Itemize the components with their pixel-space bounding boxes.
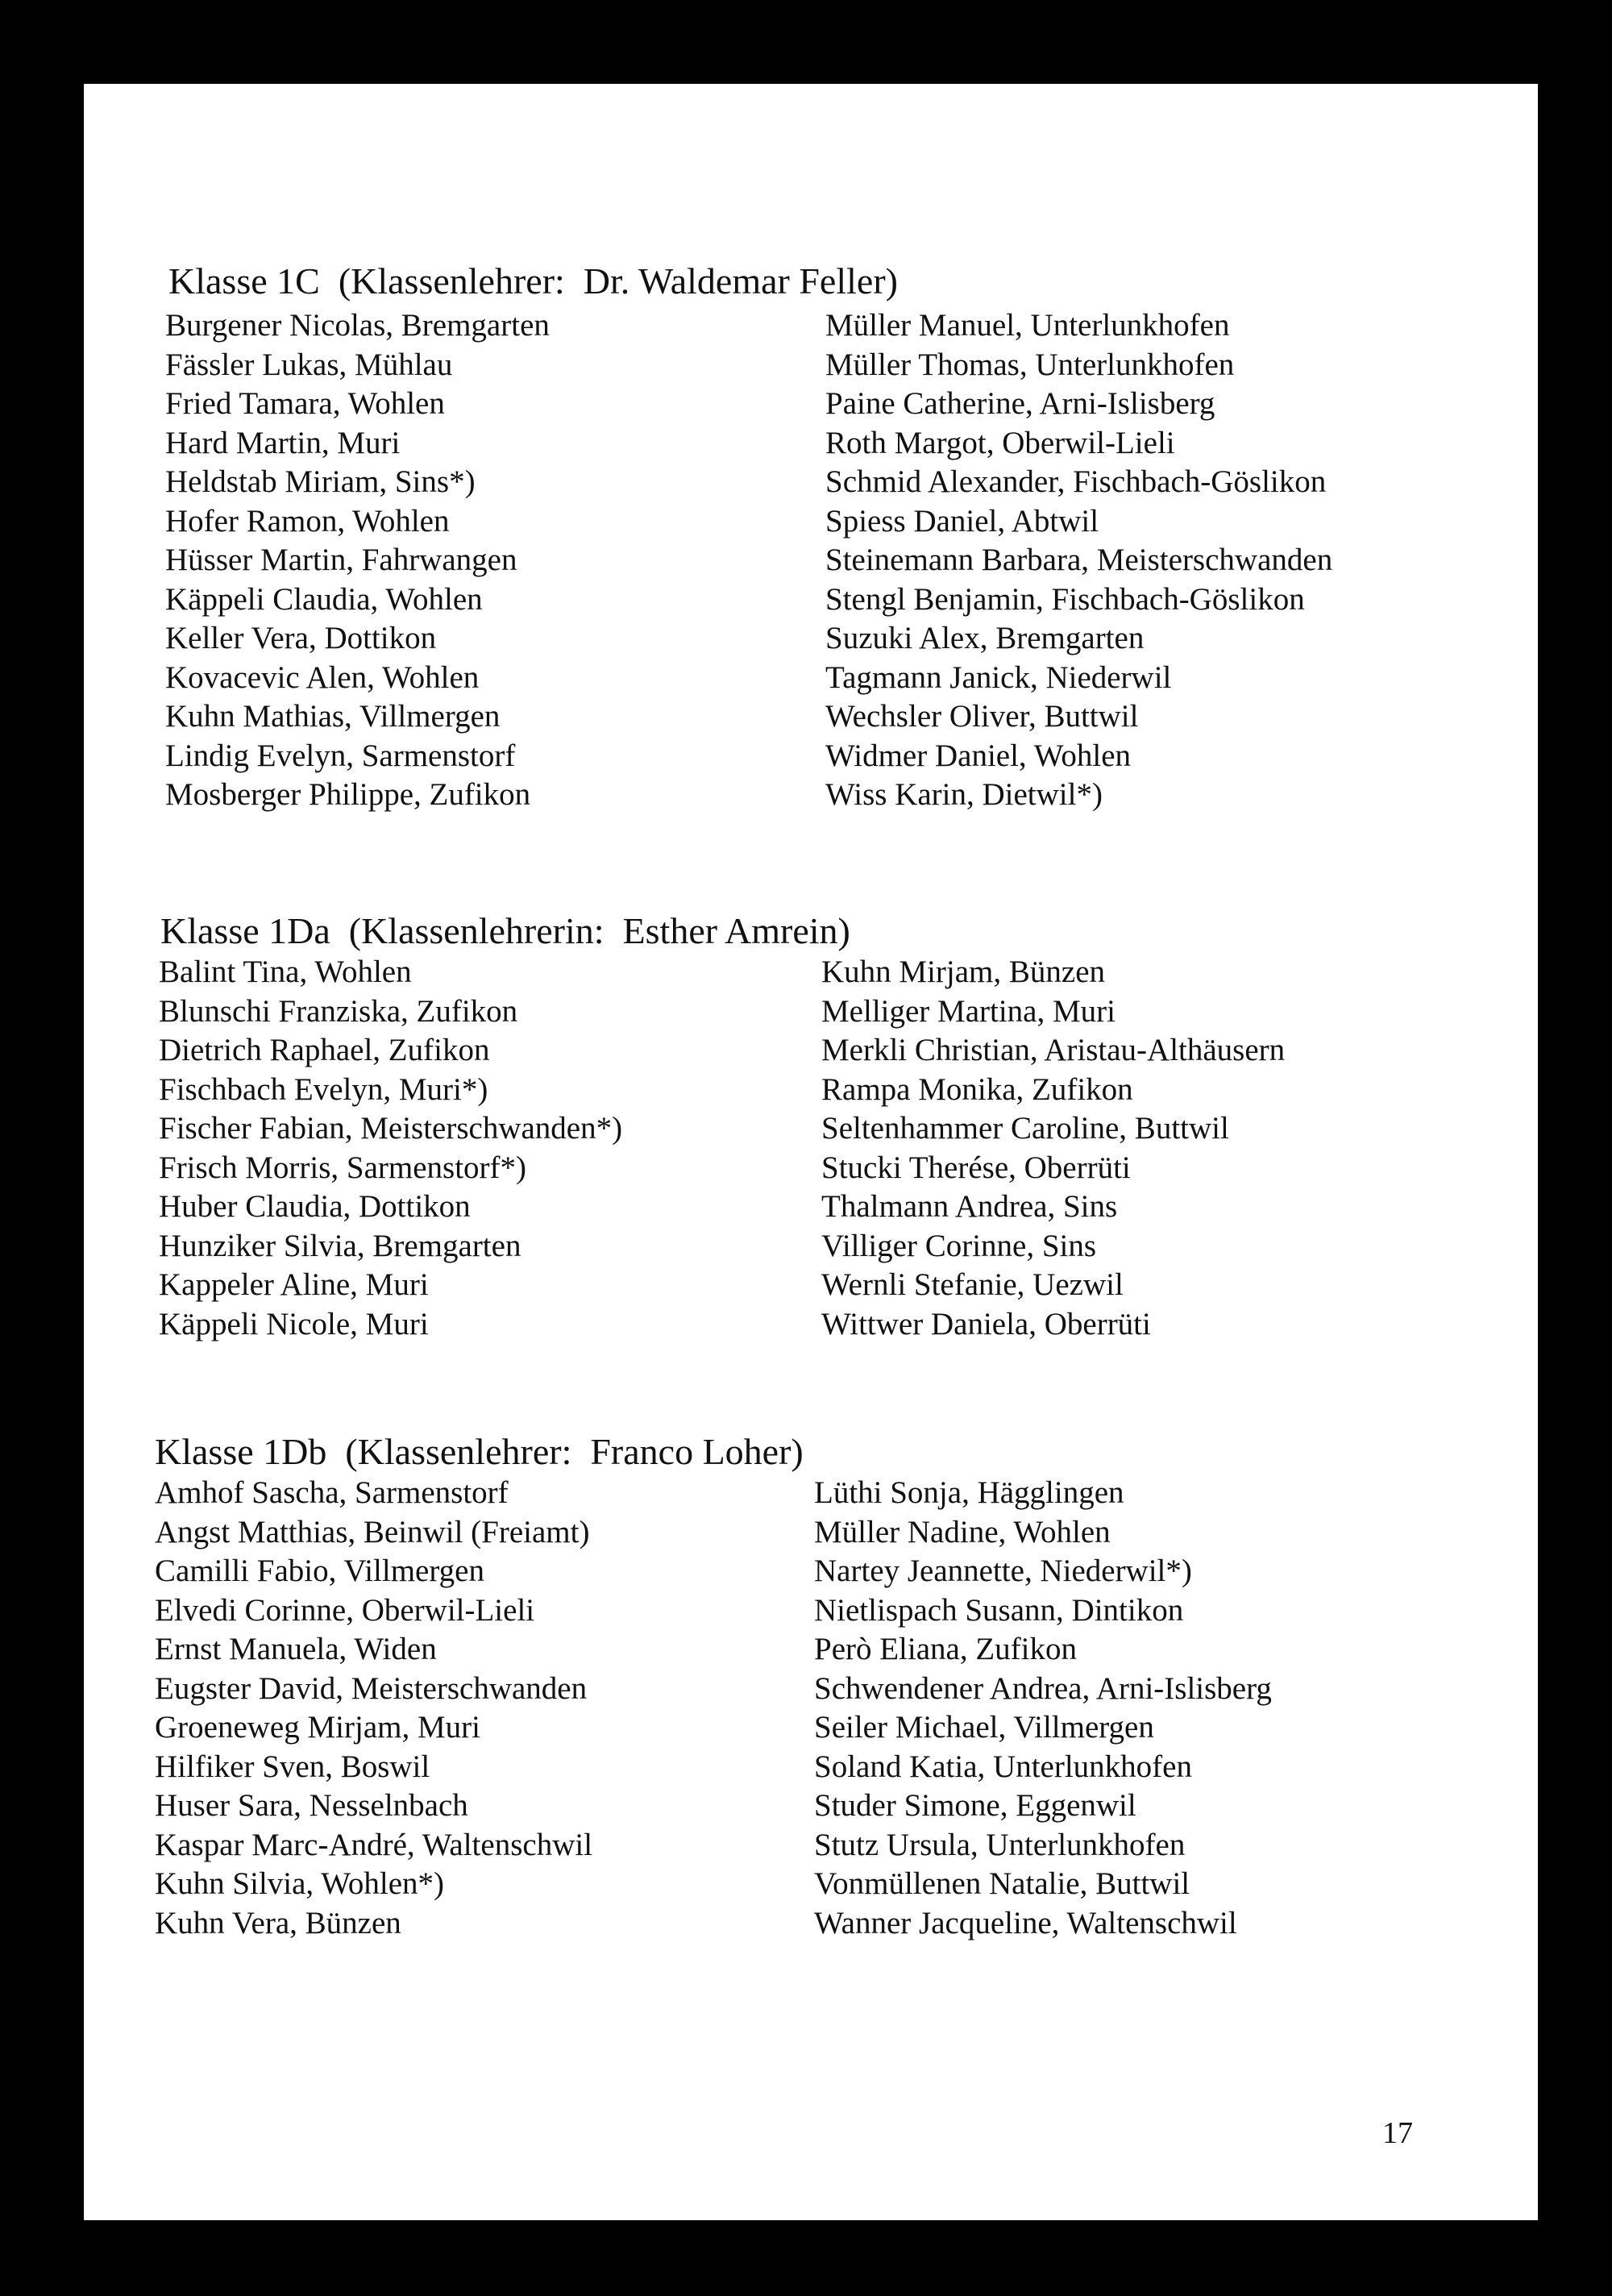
list-item: Vonmüllenen Natalie, Buttwil [814,1866,1190,1901]
list-item: Studer Simone, Eggenwil [814,1788,1136,1823]
list-item: Lüthi Sonja, Hägglingen [814,1475,1124,1510]
list-item: Kuhn Silvia, Wohlen*) [155,1866,445,1901]
list-item: Heldstab Miriam, Sins*) [165,464,476,499]
student-list-right [825,306,1332,815]
list-item: Blunschi Franziska, Zufikon [159,993,518,1029]
list-item: Kuhn Mathias, Villmergen [165,699,501,734]
list-item: Wanner Jacqueline, Waltenschwil [814,1905,1237,1940]
list-item: Müller Nadine, Wohlen [814,1514,1111,1549]
list-item: Burgener Nicolas, Bremgarten [165,308,550,343]
list-item: Hilfiker Sven, Boswil [155,1749,430,1784]
list-item: Hofer Ramon, Wohlen [165,503,450,539]
student-list-left [165,306,550,815]
list-item: Kuhn Vera, Bünzen [155,1905,401,1940]
list-item: Melliger Martina, Muri [821,993,1116,1029]
student-list-right [821,953,1285,1344]
list-item: Kuhn Mirjam, Bünzen [821,955,1106,989]
list-item: Hard Martin, Muri [165,425,401,460]
list-item: Elvedi Corinne, Oberwil-Lieli [155,1592,535,1628]
class-heading: Klasse 1Da (Klassenlehrerin: Esther Amrein) [160,910,850,951]
list-item: Stutz Ursula, Unterlunkhofen [814,1827,1186,1862]
list-item: Müller Manuel, Unterlunkhofen [825,308,1230,343]
list-item: Fässler Lukas, Mühlau [165,347,453,382]
list-item: Seltenhammer Caroline, Buttwil [821,1111,1229,1146]
list-item: Seiler Michael, Villmergen [814,1710,1154,1745]
list-item: Dietrich Raphael, Zufikon [159,1033,490,1067]
student-list-right [814,1474,1272,1943]
list-item: Huser Sara, Nesselnbach [155,1788,468,1823]
list-item: Käppeli Claudia, Wohlen [165,581,483,617]
list-item: Stucki Therése, Oberrüti [821,1150,1131,1185]
list-item: Merkli Christian, Aristau-Althäusern [821,1033,1286,1067]
list-item: Groeneweg Mirjam, Muri [155,1710,480,1745]
list-item: Keller Vera, Dottikon [165,621,437,655]
page-number: 17 [1382,2116,1413,2150]
document-page [84,84,1538,2220]
list-item: Fischbach Evelyn, Muri*) [159,1071,488,1107]
list-item: Camilli Fabio, Villmergen [155,1554,484,1588]
list-item: Nartey Jeannette, Niederwil*) [814,1554,1192,1588]
class-heading: Klasse 1Db (Klassenlehrer: Franco Loher) [155,1431,804,1472]
list-item: Wechsler Oliver, Buttwil [825,699,1139,734]
class-heading: Klasse 1C (Klassenlehrer: Dr. Waldemar Feller) [168,260,898,302]
list-item: Fischer Fabian, Meisterschwanden*) [159,1111,623,1146]
list-item: Steinemann Barbara, Meisterschwanden [825,543,1333,577]
list-item: Wernli Stefanie, Uezwil [821,1267,1124,1302]
list-item: Kovacevic Alen, Wohlen [165,659,480,695]
list-item: Fried Tamara, Wohlen [165,386,445,421]
list-item: Nietlispach Susann, Dintikon [814,1592,1184,1628]
student-list-left [155,1474,592,1943]
list-item: Paine Catherine, Arni-Islisberg [825,386,1215,421]
list-item: Frisch Morris, Sarmenstorf*) [159,1150,527,1185]
list-item: Käppeli Nicole, Muri [159,1306,429,1341]
list-item: Villiger Corinne, Sins [821,1228,1097,1263]
list-item: Però Eliana, Zufikon [814,1632,1077,1666]
list-item: Eugster David, Meisterschwanden [155,1670,588,1706]
list-item: Huber Claudia, Dottikon [159,1189,471,1224]
list-item: Suzuki Alex, Bremgarten [825,621,1145,655]
list-item: Mosberger Philippe, Zufikon [165,777,531,812]
list-item: Hüsser Martin, Fahrwangen [165,543,517,577]
list-item: Wittwer Daniela, Oberrüti [821,1306,1151,1341]
list-item: Balint Tina, Wohlen [159,955,412,989]
list-item: Thalmann Andrea, Sins [821,1189,1118,1224]
list-item: Hunziker Silvia, Bremgarten [159,1228,521,1263]
list-item: Wiss Karin, Dietwil*) [825,777,1103,812]
list-item: Stengl Benjamin, Fischbach-Göslikon [825,581,1305,617]
list-item: Rampa Monika, Zufikon [821,1071,1133,1107]
list-item: Ernst Manuela, Widen [155,1632,437,1666]
list-item: Soland Katia, Unterlunkhofen [814,1749,1192,1784]
list-item: Angst Matthias, Beinwil (Freiamt) [155,1514,590,1549]
list-item: Tagmann Janick, Niederwil [825,659,1172,695]
list-item: Schmid Alexander, Fischbach-Göslikon [825,464,1327,499]
list-item: Kaspar Marc-André, Waltenschwil [155,1827,593,1862]
list-item: Kappeler Aline, Muri [159,1267,429,1302]
list-item: Müller Thomas, Unterlunkhofen [825,347,1235,382]
list-item: Amhof Sascha, Sarmenstorf [155,1475,509,1510]
list-item: Spiess Daniel, Abtwil [825,503,1099,539]
list-item: Widmer Daniel, Wohlen [825,738,1132,773]
student-list-left [159,953,622,1344]
list-item: Schwendener Andrea, Arni-Islisberg [814,1670,1272,1706]
list-item: Roth Margot, Oberwil-Lieli [825,425,1175,460]
list-item: Lindig Evelyn, Sarmenstorf [165,738,516,773]
